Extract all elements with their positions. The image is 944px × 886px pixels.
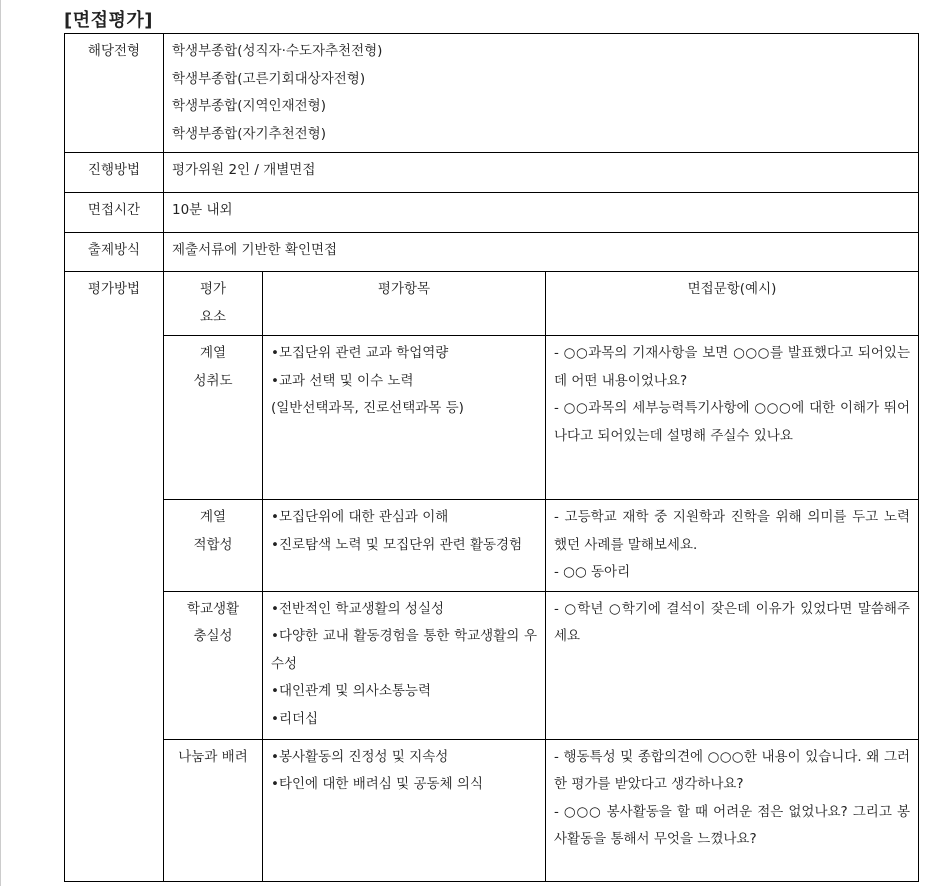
item-text: •대인관계 및 의사소통능력 bbox=[271, 683, 431, 699]
header-questions: 면접문항(예시) bbox=[546, 272, 919, 336]
element-questions bbox=[546, 500, 919, 592]
question-text: - 고등학교 재학 중 지원학과 진학을 위해 의미를 두고 노력했던 사례를 말해보세요. bbox=[554, 509, 910, 553]
header-element bbox=[164, 272, 263, 336]
table-row bbox=[65, 591, 919, 739]
table-row bbox=[65, 193, 919, 233]
item-text: (일반선택과목, 진로선택과목 등) bbox=[271, 400, 464, 416]
row-label: 면접시간 bbox=[65, 193, 164, 233]
element-text: 계열 bbox=[199, 345, 227, 361]
row-value: 평가위원 2인 / 개별면접 bbox=[164, 153, 919, 193]
section-title: [면접평가] bbox=[64, 10, 154, 31]
item-text: •봉사활동의 진정성 및 지속성 bbox=[271, 748, 449, 765]
question-text: - ○○과목의 세부능력특기사항에 ○○○에 대한 이해가 뛰어나다고 되어있는데 설명해 주실수 있나요 bbox=[554, 400, 910, 444]
admission-type: 학생부종합(고른기회대상자전형) bbox=[172, 70, 366, 87]
item-text: •교과 선택 및 이수 노력 bbox=[271, 372, 414, 389]
element-items bbox=[263, 500, 546, 592]
table-row bbox=[65, 153, 919, 193]
interview-evaluation-table bbox=[64, 33, 919, 882]
item-text: •타인에 대한 배려심 및 공동체 의식 bbox=[271, 776, 483, 792]
element-text: 충실성 bbox=[193, 628, 233, 644]
element-questions bbox=[546, 336, 919, 500]
element-items bbox=[263, 739, 546, 881]
table-row bbox=[65, 336, 919, 500]
element-items bbox=[263, 591, 546, 739]
element-text: 나눔과 배려 bbox=[178, 748, 248, 765]
table-row bbox=[65, 500, 919, 592]
admission-type: 학생부종합(성직자·수도자추천전형) bbox=[172, 43, 383, 59]
table-row bbox=[65, 272, 919, 336]
left-edge-divider bbox=[0, 0, 1, 886]
element-name bbox=[164, 591, 263, 739]
question-text: - ○○ 동아리 bbox=[554, 564, 631, 580]
item-text: •리더십 bbox=[271, 710, 319, 727]
element-text: 학교생활 bbox=[186, 600, 240, 617]
question-text: - 행동특성 및 종합의견에 ○○○한 내용이 있습니다. 왜 그러한 평가를 받았다고 생각하나요? bbox=[554, 748, 910, 792]
row-label: 진행방법 bbox=[65, 153, 164, 193]
question-text: - ○○○ 봉사활동을 할 때 어려운 점은 없었나요? 그리고 봉사활동을 통해서 무엇을 느꼈나요? bbox=[554, 803, 910, 847]
question-text: - ○학년 ○학기에 결석이 잦은데 이유가 있었다면 말씀해주세요 bbox=[554, 600, 910, 644]
element-text: 적합성 bbox=[193, 536, 233, 553]
item-text: •다양한 교내 활동경험을 통한 학교생활의 우수성 bbox=[271, 628, 537, 672]
item-text: •진로탐색 노력 및 모집단위 관련 활동경험 bbox=[271, 536, 523, 553]
item-text: •모집단위에 대한 관심과 이해 bbox=[271, 509, 449, 525]
row-value bbox=[164, 34, 919, 153]
row-label: 출제방식 bbox=[65, 233, 164, 272]
element-text: 계열 bbox=[199, 509, 227, 525]
element-name bbox=[164, 739, 263, 881]
item-text: •모집단위 관련 교과 학업역량 bbox=[271, 345, 449, 361]
element-items bbox=[263, 336, 546, 500]
table-row bbox=[65, 233, 919, 272]
row-label: 해당전형 bbox=[65, 34, 164, 153]
table-row bbox=[65, 739, 919, 881]
table-row bbox=[65, 34, 919, 153]
header-text: 요소 bbox=[199, 308, 227, 325]
admission-type: 학생부종합(지역인재전형) bbox=[172, 98, 326, 114]
admission-type: 학생부종합(자기추천전형) bbox=[172, 125, 326, 142]
element-questions bbox=[546, 591, 919, 739]
item-text: •전반적인 학교생활의 성실성 bbox=[271, 600, 445, 617]
row-value: 10분 내외 bbox=[164, 193, 919, 233]
row-label: 평가방법 bbox=[65, 272, 164, 882]
header-items: 평가항목 bbox=[263, 272, 546, 336]
question-text: - ○○과목의 기재사항을 보면 ○○○를 발표했다고 되어있는데 어떤 내용이었나요? bbox=[554, 345, 910, 389]
row-value: 제출서류에 기반한 확인면접 bbox=[164, 233, 919, 272]
element-name bbox=[164, 336, 263, 500]
element-name bbox=[164, 500, 263, 592]
element-text: 성취도 bbox=[193, 372, 233, 389]
header-text: 평가 bbox=[199, 281, 227, 297]
element-questions bbox=[546, 739, 919, 881]
